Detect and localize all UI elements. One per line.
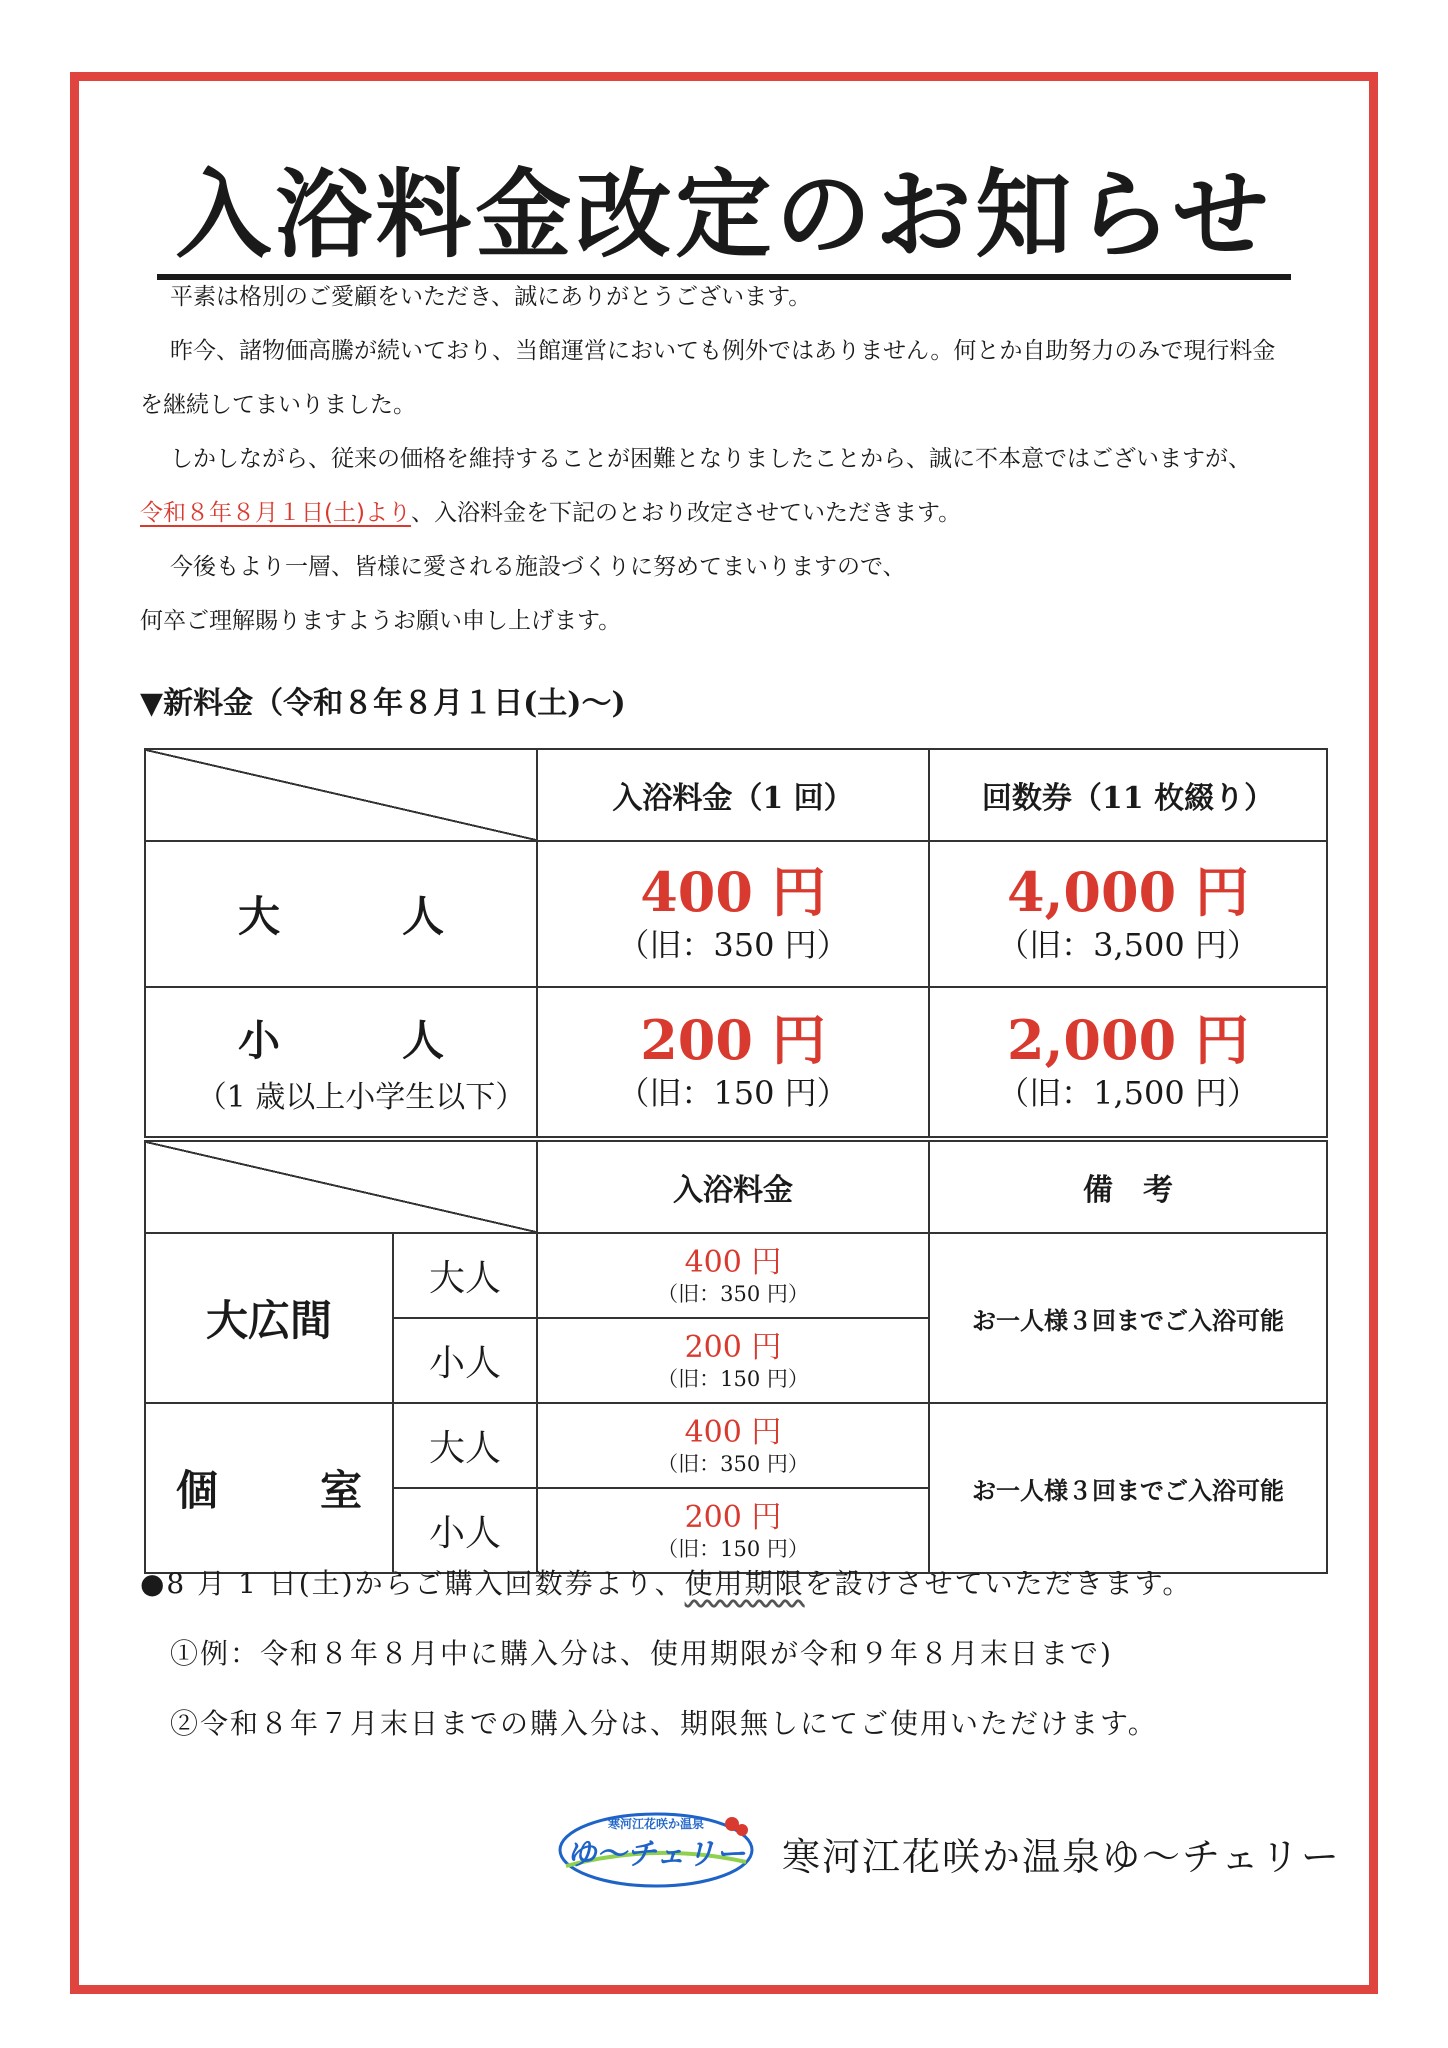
who-label: 小人: [393, 1318, 537, 1403]
who-label: 大人: [393, 1403, 537, 1488]
page-title: 入浴料金改定のお知らせ: [157, 160, 1290, 280]
note-line-1: [140, 1568, 1192, 1600]
old-coupon-child: （旧：1,500 円）: [997, 1074, 1259, 1112]
header-coupon: 回数券（11 枚綴り）: [929, 749, 1327, 841]
coupon-notes: [140, 1568, 1192, 1778]
header-bath-fee-2: 入浴料金: [537, 1141, 929, 1233]
who-label: 大人: [393, 1233, 537, 1318]
old-price: （旧：150 円）: [657, 1536, 809, 1561]
remark-hall: お一人様３回までご入浴可能: [929, 1233, 1327, 1403]
new-coupon-child: 2,000 円: [1007, 1008, 1249, 1072]
new-price: 400 円: [684, 1414, 782, 1450]
new-price: 200 円: [684, 1499, 782, 1535]
note-line-1a: ●8 月 1 日(土)からご購入回数券より、: [140, 1567, 685, 1600]
new-price-adult: 400 円: [640, 860, 826, 924]
row-label-child: [145, 987, 537, 1137]
header-remarks: 備 考: [929, 1141, 1327, 1233]
note-line-3: ②令和８年７月末日までの購入分は、期限無しにてご使用いただけます。: [170, 1707, 1158, 1740]
price-cell-child: [537, 987, 929, 1137]
who-label: 小人: [393, 1488, 537, 1573]
facility-name: 寒河江花咲か温泉ゆ～チェリー: [782, 1835, 1341, 1879]
coupon-cell-adult: [929, 841, 1327, 987]
intro-paragraph-1: 平素は格別のご愛顧をいただき、誠にありがとうございます。: [170, 284, 812, 310]
intro-paragraph-4-rest: 、入浴料金を下記のとおり改定させていただきます。: [410, 500, 962, 526]
facility-logo: [556, 1802, 756, 1892]
intro-paragraph-2b: を継続してまいりました。: [140, 392, 416, 418]
intro-paragraph-6: 何卒ご理解賜りますようお願い申し上げます。: [140, 608, 622, 634]
diagonal-header-cell-2: [145, 1141, 537, 1233]
logo-main-text: ゆ〜チェリー: [566, 1837, 746, 1872]
price-cell: [537, 1233, 929, 1318]
old-price: （旧：350 円）: [657, 1451, 809, 1476]
intro-paragraph-2: 昨今、諸物価高騰が続いており、当館運営においても例外ではありません。何とか自助努力のみで現行料金: [170, 338, 1276, 364]
page-title-wrap: [0, 160, 1448, 280]
new-price-child: 200 円: [640, 1008, 826, 1072]
row-label-adult: [145, 841, 537, 987]
intro-text: [140, 270, 1340, 648]
expiry-emphasis: 使用期限: [684, 1567, 805, 1600]
price-cell: [537, 1318, 929, 1403]
table-row: [145, 1403, 1327, 1488]
old-price: （旧：350 円）: [657, 1281, 809, 1306]
coupon-cell-child: [929, 987, 1327, 1137]
table-row-adult: [145, 841, 1327, 987]
price-cell-adult: [537, 841, 929, 987]
price-cell: [537, 1403, 929, 1488]
header-bath-fee: 入浴料金（1 回）: [537, 749, 929, 841]
intro-paragraph-3: しかしながら、従来の価格を維持することが困難となりましたことから、誠に不本意ではございますが、: [170, 446, 1251, 472]
intro-paragraph-5: 今後もより一層、皆様に愛される施設づくりに努めてまいりますので、: [170, 554, 906, 580]
area-private-room: 個 室: [145, 1403, 393, 1573]
remark-private-room: お一人様３回までご入浴可能: [929, 1403, 1327, 1573]
area-hall: 大広間: [145, 1233, 393, 1403]
table-row: [145, 1233, 1327, 1318]
new-coupon-adult: 4,000 円: [1007, 860, 1249, 924]
new-price: 400 円: [684, 1244, 782, 1280]
logo-small-text: 寒河江花咲か温泉: [607, 1817, 705, 1831]
diagonal-header-cell: [145, 749, 537, 841]
intro-paragraph-4: [140, 486, 1340, 540]
row-label-adult-text: 大 人: [237, 892, 484, 941]
price-table-main: [144, 748, 1328, 1138]
note-line-2: ①例：令和８年８月中に購入分は、使用期限が令和９年８月末日まで): [170, 1637, 1113, 1670]
old-price: （旧：150 円）: [657, 1366, 809, 1391]
new-price: 200 円: [684, 1329, 782, 1365]
old-price-adult: （旧：350 円）: [617, 926, 849, 964]
row-label-child-text: 小 人: [237, 1016, 484, 1065]
price-table-rooms: [144, 1140, 1328, 1574]
note-line-1c: を設けさせていただきます。: [804, 1567, 1193, 1600]
table-row-child: [145, 987, 1327, 1137]
row-label-child-sub: （1 歳以上小学生以下）: [196, 1080, 526, 1115]
old-coupon-adult: （旧：3,500 円）: [997, 926, 1259, 964]
old-price-child: （旧：150 円）: [617, 1074, 849, 1112]
effective-date-highlight: 令和８年８月１日(土)より: [140, 500, 411, 526]
section-title: ▼新料金（令和８年８月１日(土)～): [140, 686, 626, 721]
price-cell: [537, 1488, 929, 1573]
